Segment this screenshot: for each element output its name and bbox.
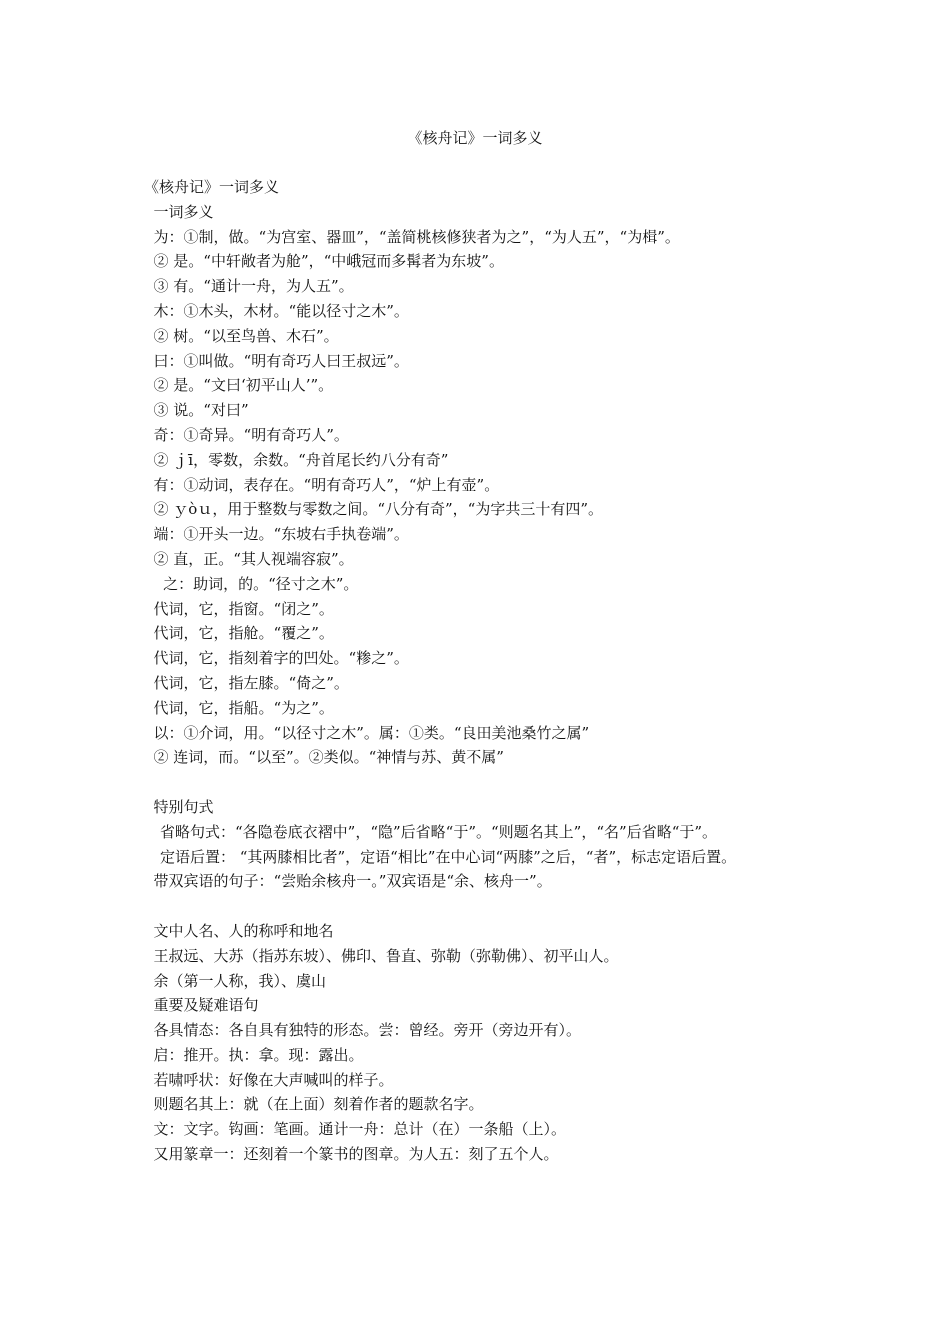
text-line: 《核舟记》一词多义 — [144, 178, 280, 196]
text-line: 之：助词，的。“径寸之木”。 — [144, 574, 359, 593]
text-paragraph: 定语后置： “其两膝相比者”，定语“相比”在中心词“两膝”之后，“者”，标志定语后置。 — [160, 847, 737, 866]
text-line: 代词，它，指左膝。“倚之”。 — [144, 673, 349, 692]
text-line: 又用篆章一：还刻着一个篆书的图章。为人五：刻了五个人。 — [144, 1145, 559, 1164]
text-line: ② 直，正。“其人视端容寂”。 — [144, 549, 354, 568]
text-line: 则题名其上：就（在上面）刻着作者的题款名字。 — [144, 1095, 484, 1114]
document-body — [144, 175, 816, 1167]
text-line: 若啸呼状：好像在大声喊叫的样子。 — [144, 1070, 394, 1089]
text-line: 端：①开头一边。“东坡右手执卷端”。 — [144, 525, 409, 544]
text-line: 奇：①奇异。“明有奇巧人”。 — [144, 425, 349, 444]
text-line: 启：推开。执：拿。现：露出。 — [144, 1045, 364, 1064]
section-heading: 重要及疑难语句 — [144, 996, 259, 1015]
text-line: 代词，它，指舱。“覆之”。 — [144, 624, 334, 643]
text-line: 木：①木头，木材。“能以径寸之木”。 — [144, 301, 409, 320]
text-line: 代词，它，指刻着字的凹处。“糁之”。 — [144, 649, 409, 668]
text-line: 余（第一人称，我）、虞山 — [144, 971, 327, 990]
text-line: 王叔远、大苏（指苏东坡）、佛印、鲁直、弥勒（弥勒佛）、初平山人。 — [144, 946, 619, 965]
section-heading: 一词多义 — [144, 202, 214, 221]
text-line: 文：文字。钩画：笔画。通计一舟：总计（在）一条船（上）。 — [144, 1120, 567, 1139]
text-line: 带双宾语的句子：“尝贻余核舟一。”双宾语是“余、核舟一”。 — [144, 872, 552, 891]
section-heading: 特别句式 — [144, 797, 214, 816]
text-line: 以：①介词，用。“以径寸之木”。属：①类。“良田美池桑竹之属” — [144, 723, 590, 742]
page-title: 《核舟记》一词多义 — [407, 129, 543, 147]
text-line: ② 连词，而。“以至”。②类似。“神情与苏、黄不属” — [144, 748, 504, 767]
section-heading: 文中人名、人的称呼和地名 — [144, 921, 334, 940]
text-line: ② 树。“以至鸟兽、木石”。 — [144, 326, 339, 345]
text-line: 代词，它，指船。“为之”。 — [144, 698, 334, 717]
text-line: 代词，它，指窗。“闭之”。 — [144, 599, 334, 618]
text-line: ② 是。“中轩敞者为舱”，“中峨冠而多髯者为东坡”。 — [144, 252, 504, 271]
text-line: ③ 说。“对曰” — [144, 401, 249, 420]
text-line: ② ｊī，零数，余数。“舟首尾长约八分有奇” — [144, 450, 449, 469]
text-line: 各具情态：各自具有独特的形态。尝：曾经。旁开（旁边开有）。 — [144, 1021, 582, 1040]
text-line: ② 是。“文曰‘初平山人’”。 — [144, 376, 334, 395]
text-line: 有：①动词，表存在。“明有奇巧人”，“炉上有壶”。 — [144, 475, 500, 494]
text-paragraph: 省略句式：“各隐卷底衣褶中”，“隐”后省略“于”。“则题名其上”，“名”后省略“于”。 — [160, 822, 718, 841]
blank-line — [144, 894, 816, 919]
text-line: ③ 有。“通计一舟，为人五”。 — [144, 277, 354, 296]
text-line: 为：①制，做。“为宫室、器皿”，“盖简桃核修狭者为之”，“为人五”，“为楫”。 — [144, 227, 680, 246]
text-line: ② ｙòｕ，用于整数与零数之间。“八分有奇”，“为字共三十有四”。 — [144, 500, 604, 519]
blank-line — [144, 770, 816, 795]
text-line: 曰：①叫做。“明有奇巧人曰王叔远”。 — [144, 351, 409, 370]
